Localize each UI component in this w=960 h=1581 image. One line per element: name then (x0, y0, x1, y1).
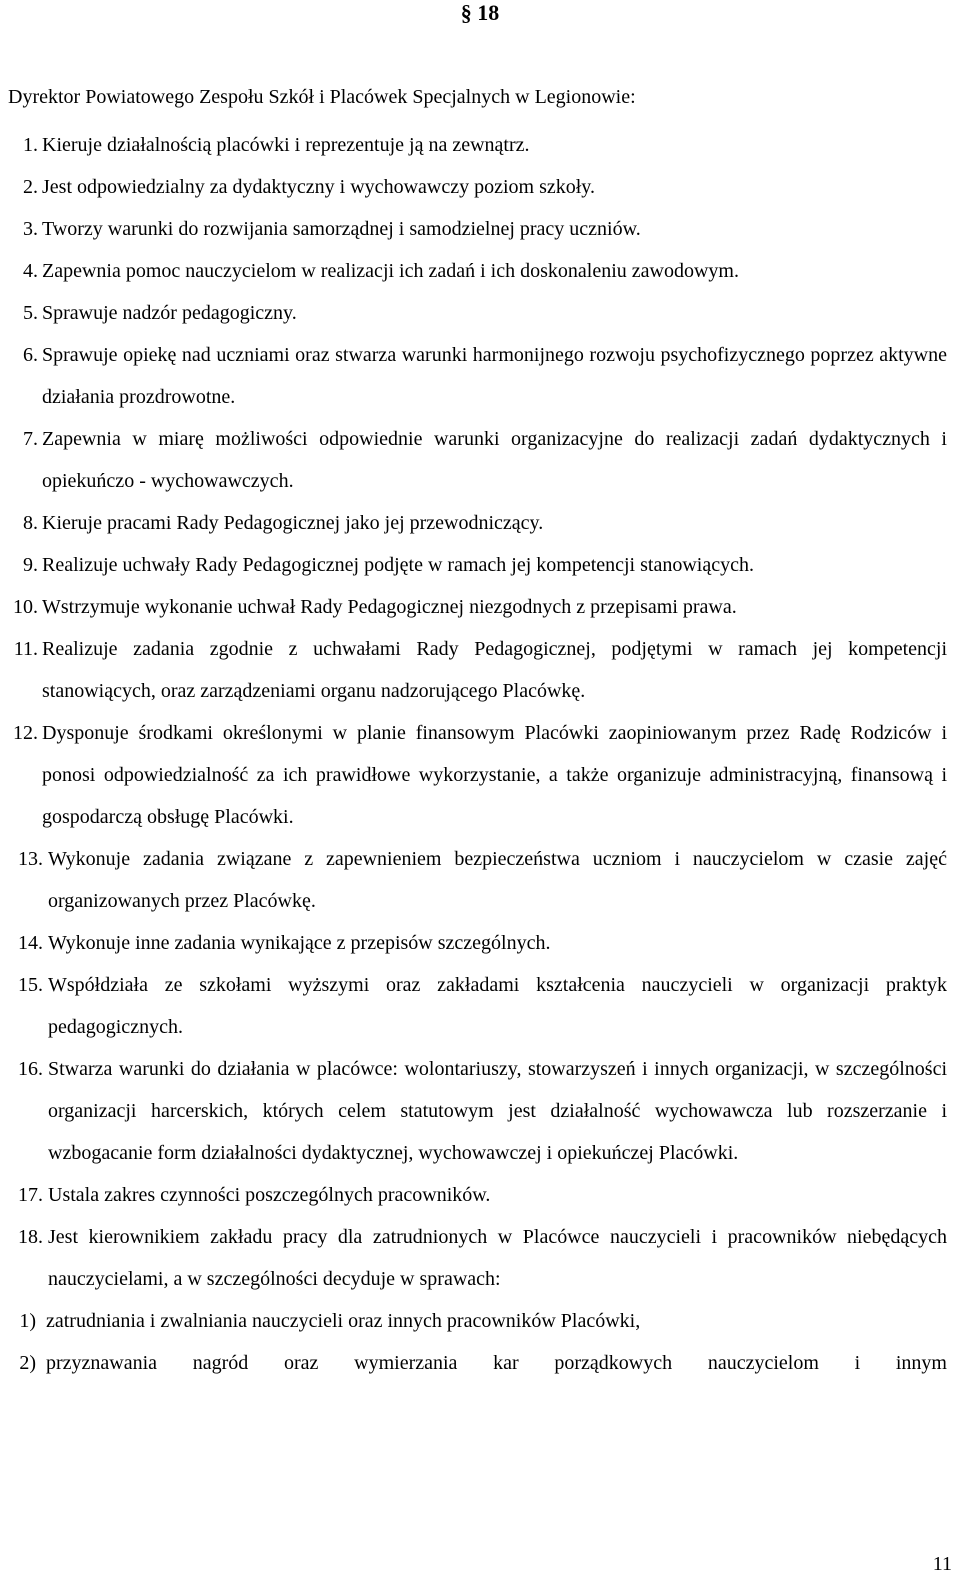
item-number: 6. (23, 344, 38, 366)
item-text: Zapewnia w miarę możliwości odpowiednie warunki organizacyjne do realizacji zadań dydaktycznych i opiekuńczo - wychowawczych. (42, 428, 947, 492)
sub-item-text: zatrudniania i zwalniania nauczycieli oraz innych pracowników Placówki, (46, 1310, 641, 1332)
item-text: Kieruje pracami Rady Pedagogicznej jako jej przewodniczący. (42, 512, 544, 534)
item-text: Jest odpowiedzialny za dydaktyczny i wychowawczy poziom szkoły. (42, 176, 595, 198)
list-item (0, 250, 960, 292)
list-item (0, 586, 960, 628)
item-number: 15. (18, 974, 43, 996)
list-item (0, 502, 960, 544)
list-item (0, 1216, 960, 1300)
item-text: Wstrzymuje wykonanie uchwał Rady Pedagogicznej niezgodnych z przepisami prawa. (42, 596, 737, 618)
item-number: 11. (13, 638, 38, 660)
item-text: Zapewnia pomoc nauczycielom w realizacji ich zadań i ich doskonaleniu zawodowym. (42, 260, 739, 282)
item-text: Ustala zakres czynności poszczególnych pracowników. (48, 1184, 491, 1206)
list-item (0, 1048, 960, 1174)
item-number: 4. (23, 260, 38, 282)
item-number: 8. (23, 512, 38, 534)
list-item (0, 544, 960, 586)
item-number: 10. (13, 596, 38, 618)
sub-item-number: 1) (19, 1310, 36, 1332)
item-text: Kieruje działalnością placówki i reprezentuje ją na zewnątrz. (42, 134, 530, 156)
sub-item-text: przyznawania nagród oraz wymierzania kar porządkowych nauczycielom i innym (46, 1352, 947, 1374)
item-number: 2. (23, 176, 38, 198)
duties-list (0, 124, 960, 1384)
sub-list-item (0, 1300, 960, 1342)
item-text: Sprawuje opiekę nad uczniami oraz stwarza warunki harmonijnego rozwoju psychofizycznego poprzez aktywne działania prozdrowotne. (42, 344, 947, 408)
item-text: Stwarza warunki do działania w placówce: wolontariuszy, stowarzyszeń i innych organizacji, w szczególności organizacji harcerskich, których celem statutowym jest działalność wychowawcza lub rozszerzanie i wzbogacanie form działalności dydaktycznej, wychowawczej i opiekuńczej Placówki. (48, 1058, 947, 1164)
item-text: Wykonuje zadania związane z zapewnieniem bezpieczeństwa uczniom i nauczycielom w czasie zajęć organizowanych przez Placówkę. (48, 848, 947, 912)
list-item (0, 964, 960, 1048)
item-text: Sprawuje nadzór pedagogiczny. (42, 302, 297, 324)
item-number: 13. (18, 848, 43, 870)
list-item (0, 208, 960, 250)
list-item (0, 334, 960, 418)
item-text: Tworzy warunki do rozwijania samorządnej i samodzielnej pracy uczniów. (42, 218, 641, 240)
list-item (0, 838, 960, 922)
list-item (0, 166, 960, 208)
item-text: Współdziała ze szkołami wyższymi oraz zakładami kształcenia nauczycieli w organizacji praktyk pedagogicznych. (48, 974, 947, 1038)
item-text: Jest kierownikiem zakładu pracy dla zatrudnionych w Placówce nauczycieli i pracowników niebędących nauczycielami, a w szczególności decyduje w sprawach: (48, 1226, 947, 1290)
section-heading: § 18 (460, 0, 500, 25)
sub-list-item (0, 1342, 960, 1384)
list-item (0, 292, 960, 334)
item-text: Wykonuje inne zadania wynikające z przepisów szczególnych. (48, 932, 551, 954)
item-number: 7. (23, 428, 38, 450)
item-number: 9. (23, 554, 38, 576)
list-item (0, 628, 960, 712)
item-number: 12. (13, 722, 38, 744)
item-text: Realizuje uchwały Rady Pedagogicznej podjęte w ramach jej kompetencji stanowiących. (42, 554, 754, 576)
list-item (0, 1174, 960, 1216)
list-item (0, 418, 960, 502)
item-number: 3. (23, 218, 38, 240)
list-item (0, 712, 960, 838)
sub-item-number: 2) (19, 1352, 36, 1374)
item-number: 17. (18, 1184, 43, 1206)
item-number: 16. (18, 1058, 43, 1080)
item-number: 18. (18, 1226, 43, 1248)
item-text: Dysponuje środkami określonymi w planie finansowym Placówki zaopiniowanym przez Radę Rodziców i ponosi odpowiedzialność za ich prawidłowe wykorzystanie, a także organizuje administracyjną, finansową i gospodarczą obsługę Placówki. (42, 722, 947, 828)
item-number: 5. (23, 302, 38, 324)
item-number: 14. (18, 932, 43, 954)
intro-paragraph: Dyrektor Powiatowego Zespołu Szkół i Placówek Specjalnych w Legionowie: (8, 86, 636, 108)
list-item (0, 124, 960, 166)
page-number: 11 (932, 1553, 952, 1575)
item-number: 1. (23, 134, 38, 156)
item-text: Realizuje zadania zgodnie z uchwałami Rady Pedagogicznej, podjętymi w ramach jej kompetencji stanowiących, oraz zarządzeniami organu nadzorującego Placówkę. (42, 638, 947, 702)
list-item (0, 922, 960, 964)
